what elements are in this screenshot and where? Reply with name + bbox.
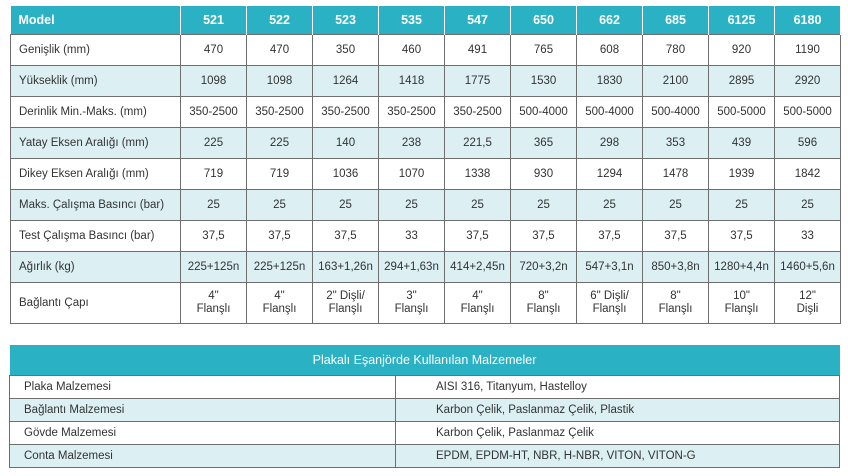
spec-row — [11, 66, 841, 97]
spec-cell-connection — [247, 283, 313, 324]
spec-cell: 37,5 — [511, 221, 577, 252]
connection-line: 6" Dişli/ — [590, 290, 629, 302]
spec-row-label: Test Çalışma Basıncı (bar) — [11, 221, 181, 252]
materials-label: Conta Malzemesi — [10, 445, 396, 468]
spec-cell: 298 — [577, 128, 643, 159]
materials-row — [10, 445, 840, 468]
spec-cell: 1939 — [709, 159, 775, 190]
connection-line: 2" Dişli/ — [326, 290, 365, 302]
spec-cell: 25 — [313, 190, 379, 221]
connection-line: 4" — [274, 290, 285, 302]
spec-cell: 1098 — [181, 66, 247, 97]
spec-cell: 2100 — [643, 66, 709, 97]
spec-cell: 920 — [709, 35, 775, 66]
spec-row-label: Yatay Eksen Aralığı (mm) — [11, 128, 181, 159]
spec-cell: 500-4000 — [577, 97, 643, 128]
connection-line: 12" — [799, 290, 816, 302]
materials-row — [10, 376, 840, 399]
materials-row — [10, 422, 840, 445]
spec-cell: 2895 — [709, 66, 775, 97]
header-model-523: 523 — [313, 6, 379, 35]
spec-cell: 1418 — [379, 66, 445, 97]
spec-cell: 37,5 — [313, 221, 379, 252]
spec-cell: 294+1,63n — [379, 252, 445, 283]
spec-cell: 470 — [181, 35, 247, 66]
materials-value: EPDM, EPDM-HT, NBR, H-NBR, VITON, VITON-G — [396, 445, 840, 468]
spec-cell: 1478 — [643, 159, 709, 190]
connection-line: 8" — [538, 290, 549, 302]
spec-row-label: Yükseklik (mm) — [11, 66, 181, 97]
spec-cell: 350 — [313, 35, 379, 66]
spec-cell: 225 — [181, 128, 247, 159]
connection-line: Flanşlı — [592, 303, 627, 315]
header-model-650: 650 — [511, 6, 577, 35]
spec-cell: 1830 — [577, 66, 643, 97]
spec-cell: 547+3,1n — [577, 252, 643, 283]
spec-cell: 225+125n — [247, 252, 313, 283]
connection-line: Flanşlı — [328, 303, 363, 315]
spec-cell: 470 — [247, 35, 313, 66]
spec-cell: 491 — [445, 35, 511, 66]
connection-line: Flanşlı — [262, 303, 297, 315]
materials-title: Plakalı Eşanjörde Kullanılan Malzemeler — [10, 345, 840, 376]
spec-cell: 2920 — [775, 66, 841, 97]
connection-line: 4" — [472, 290, 483, 302]
materials-body — [10, 376, 840, 468]
spec-cell: 33 — [775, 221, 841, 252]
spec-cell: 37,5 — [643, 221, 709, 252]
materials-label: Bağlantı Malzemesi — [10, 399, 396, 422]
spec-row — [11, 221, 841, 252]
spec-cell: 850+3,8n — [643, 252, 709, 283]
spec-cell: 460 — [379, 35, 445, 66]
spec-cell: 238 — [379, 128, 445, 159]
spec-cell: 439 — [709, 128, 775, 159]
spec-cell: 500-4000 — [643, 97, 709, 128]
spec-header-row — [11, 6, 841, 35]
spec-cell: 25 — [577, 190, 643, 221]
spec-cell: 225 — [247, 128, 313, 159]
spec-cell: 140 — [313, 128, 379, 159]
header-model-522: 522 — [247, 6, 313, 35]
spec-row-label: Maks. Çalışma Basıncı (bar) — [11, 190, 181, 221]
spec-cell: 25 — [247, 190, 313, 221]
spec-row-label: Ağırlık (kg) — [11, 252, 181, 283]
spec-cell: 1280+4,4n — [709, 252, 775, 283]
spec-cell-connection — [577, 283, 643, 324]
spec-cell: 930 — [511, 159, 577, 190]
spec-cell: 719 — [181, 159, 247, 190]
spec-cell: 25 — [511, 190, 577, 221]
header-model-547: 547 — [445, 6, 511, 35]
spec-cell: 37,5 — [709, 221, 775, 252]
materials-row — [10, 399, 840, 422]
header-model-685: 685 — [643, 6, 709, 35]
spec-cell: 37,5 — [247, 221, 313, 252]
header-model-662: 662 — [577, 6, 643, 35]
spec-table — [10, 6, 841, 324]
spec-cell: 719 — [247, 159, 313, 190]
connection-line: Flanşlı — [526, 303, 561, 315]
spec-cell: 221,5 — [445, 128, 511, 159]
spec-cell-connection — [709, 283, 775, 324]
spec-cell: 25 — [775, 190, 841, 221]
spec-cell: 1842 — [775, 159, 841, 190]
spec-cell: 25 — [643, 190, 709, 221]
spec-cell: 1460+5,6n — [775, 252, 841, 283]
spec-cell: 1338 — [445, 159, 511, 190]
spec-row — [11, 128, 841, 159]
spec-cell: 25 — [709, 190, 775, 221]
connection-line: Flanşlı — [196, 303, 231, 315]
spec-cell: 1775 — [445, 66, 511, 97]
materials-table — [9, 345, 840, 468]
spec-body — [11, 35, 841, 324]
spec-cell-connection — [379, 283, 445, 324]
spec-row-connection — [11, 283, 841, 324]
header-model-535: 535 — [379, 6, 445, 35]
spec-row-label: Derinlik Min.-Maks. (mm) — [11, 97, 181, 128]
spec-row — [11, 35, 841, 66]
spec-cell: 414+2,45n — [445, 252, 511, 283]
connection-line: Flanşlı — [394, 303, 429, 315]
connection-line: Flanşlı — [460, 303, 495, 315]
materials-value: Karbon Çelik, Paslanmaz Çelik, Plastik — [396, 399, 840, 422]
spec-row — [11, 159, 841, 190]
materials-label: Gövde Malzemesi — [10, 422, 396, 445]
spec-cell: 1070 — [379, 159, 445, 190]
connection-line: 10" — [733, 290, 750, 302]
spec-cell: 37,5 — [445, 221, 511, 252]
connection-line: Flanşlı — [658, 303, 693, 315]
spec-cell: 780 — [643, 35, 709, 66]
spec-cell: 37,5 — [181, 221, 247, 252]
spec-row-label: Genişlik (mm) — [11, 35, 181, 66]
header-model-6125: 6125 — [709, 6, 775, 35]
header-model-6180: 6180 — [775, 6, 841, 35]
spec-cell: 608 — [577, 35, 643, 66]
spec-cell: 500-5000 — [775, 97, 841, 128]
spec-cell: 25 — [445, 190, 511, 221]
connection-line: 4" — [208, 290, 219, 302]
spec-row — [11, 252, 841, 283]
spec-cell: 350-2500 — [445, 97, 511, 128]
connection-line: 3" — [406, 290, 417, 302]
spec-cell-connection — [511, 283, 577, 324]
header-model-521: 521 — [181, 6, 247, 35]
materials-value: AISI 316, Titanyum, Hastelloy — [396, 376, 840, 399]
spec-cell: 225+125n — [181, 252, 247, 283]
materials-label: Plaka Malzemesi — [10, 376, 396, 399]
spec-cell: 163+1,26n — [313, 252, 379, 283]
spec-cell: 765 — [511, 35, 577, 66]
spec-row — [11, 97, 841, 128]
spec-cell: 350-2500 — [247, 97, 313, 128]
spec-cell-connection — [313, 283, 379, 324]
spec-cell: 25 — [181, 190, 247, 221]
spec-cell: 1036 — [313, 159, 379, 190]
spec-cell: 350-2500 — [181, 97, 247, 128]
spec-cell: 25 — [379, 190, 445, 221]
spec-cell: 1264 — [313, 66, 379, 97]
spec-row-label: Bağlantı Çapı — [11, 283, 181, 324]
spec-cell: 720+3,2n — [511, 252, 577, 283]
spec-cell: 1098 — [247, 66, 313, 97]
spec-cell-connection — [181, 283, 247, 324]
connection-line: Dişli — [796, 303, 819, 315]
spec-cell: 33 — [379, 221, 445, 252]
spec-cell: 500-5000 — [709, 97, 775, 128]
spec-cell: 596 — [775, 128, 841, 159]
spec-cell-connection — [643, 283, 709, 324]
spec-cell: 353 — [643, 128, 709, 159]
connection-line: Flanşlı — [724, 303, 759, 315]
spec-cell-connection — [445, 283, 511, 324]
header-model: Model — [11, 6, 181, 35]
spec-row — [11, 190, 841, 221]
spec-cell-connection — [775, 283, 841, 324]
spec-cell: 37,5 — [577, 221, 643, 252]
spec-cell: 350-2500 — [379, 97, 445, 128]
connection-line: 8" — [670, 290, 681, 302]
spec-cell: 1190 — [775, 35, 841, 66]
spec-cell: 500-4000 — [511, 97, 577, 128]
spec-cell: 350-2500 — [313, 97, 379, 128]
spec-cell: 365 — [511, 128, 577, 159]
spec-cell: 1530 — [511, 66, 577, 97]
materials-value: Karbon Çelik, Paslanmaz Çelik — [396, 422, 840, 445]
spec-row-label: Dikey Eksen Aralığı (mm) — [11, 159, 181, 190]
spec-cell: 1294 — [577, 159, 643, 190]
